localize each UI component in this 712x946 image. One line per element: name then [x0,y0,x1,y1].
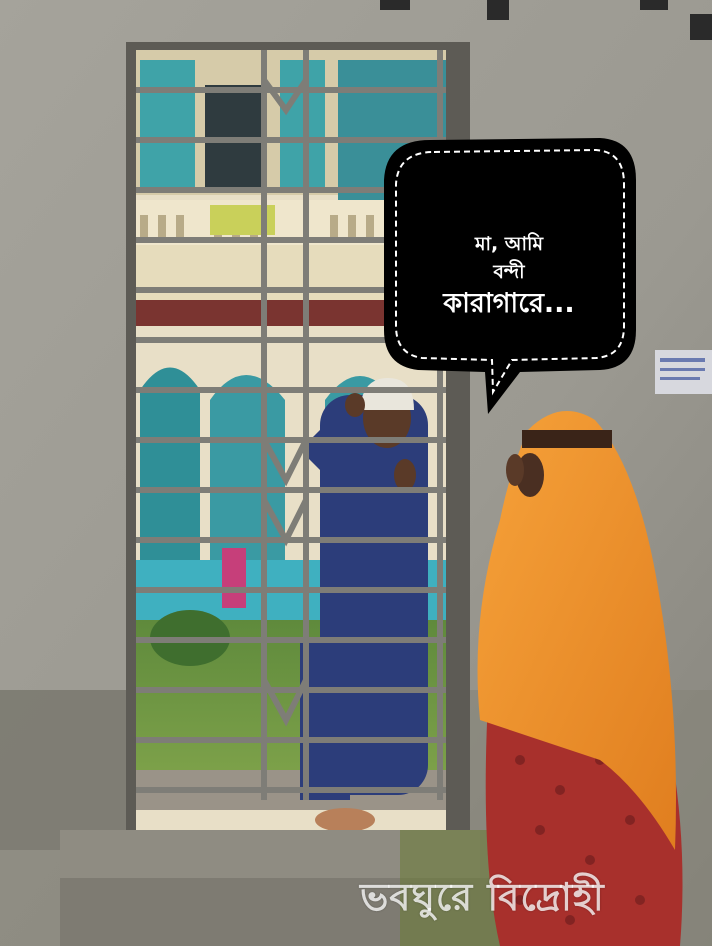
watermark-text: ভবঘুরে বিদ্রোহী [360,875,605,919]
vent [487,0,509,20]
caption-line-2: বন্দী [493,261,525,283]
bubble-caption [396,230,622,322]
vent [640,0,668,10]
caption-line-1: মা, আমি [474,233,544,255]
vent [380,0,410,10]
wall-notice [655,350,712,394]
wall-stain [0,690,130,850]
caption-line-3: কারাগারে... [443,288,575,319]
vent [690,14,712,40]
